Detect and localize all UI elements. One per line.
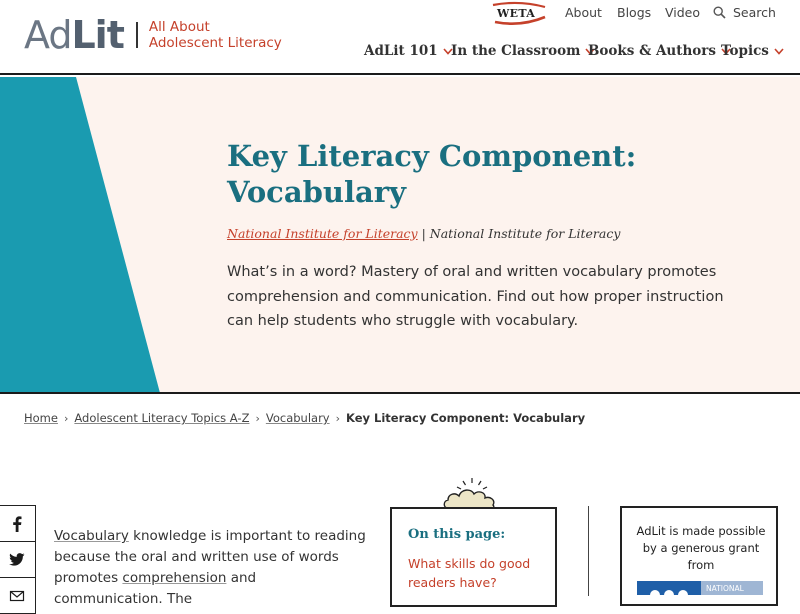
page-title-line-1: Key Literacy Component:: [227, 139, 637, 173]
source-link[interactable]: National Institute for Literacy: [227, 226, 418, 241]
utility-nav-about[interactable]: About: [565, 5, 602, 20]
twitter-icon: [9, 553, 25, 566]
logo-tagline: [149, 19, 282, 51]
main-nav-topics[interactable]: [721, 43, 784, 59]
chevron-down-icon: [774, 48, 784, 55]
logo-ad: Ad: [24, 13, 72, 57]
article-summary: What’s in a word? Mastery of oral and written vocabulary promotes comprehension and communication. Find out how proper instruction can help students who struggle with vocabulary.: [227, 264, 724, 329]
glossary-term-vocabulary[interactable]: Vocabulary: [54, 528, 129, 544]
source-separator: |: [417, 226, 430, 241]
main-nav-in-the-classroom[interactable]: [451, 43, 595, 59]
main-nav-label: In the Classroom: [451, 43, 581, 59]
utility-nav-video[interactable]: Video: [665, 5, 701, 20]
source-organization: National Institute for Literacy: [429, 226, 621, 241]
weta-logo[interactable]: [491, 3, 547, 25]
breadcrumb: [24, 411, 585, 425]
hero-divider: [0, 392, 800, 394]
share-email-button[interactable]: [0, 577, 36, 614]
breadcrumb-vocabulary[interactable]: Vocabulary: [265, 411, 330, 425]
main-nav-label: Topics: [721, 43, 769, 59]
glossary-term-comprehension[interactable]: comprehension: [122, 570, 227, 586]
hero-teal-shape: [0, 77, 170, 393]
article-paragraph: [54, 526, 366, 610]
page-title-line-2: Vocabulary: [227, 175, 406, 209]
weta-logo-text: WETA: [497, 7, 536, 20]
on-this-page-title: On this page:: [408, 527, 506, 542]
share-facebook-button[interactable]: [0, 505, 36, 542]
sponsor-text: AdLit is made possible by a generous grant from: [636, 524, 766, 572]
search-button[interactable]: [713, 5, 776, 20]
main-nav-label: Books & Authors: [588, 43, 717, 59]
email-icon: [10, 591, 24, 601]
tagline-line-2: Adolescent Literacy: [148, 35, 282, 51]
main-nav-adlit-101[interactable]: [364, 43, 453, 59]
sponsor-logo-text: NATIONAL: [706, 584, 744, 593]
chevron-right-icon: ›: [335, 411, 341, 425]
main-nav-books-authors[interactable]: [588, 43, 731, 59]
article-source: [227, 226, 620, 241]
sponsor-logo[interactable]: [637, 580, 763, 594]
utility-nav-blogs[interactable]: Blogs: [617, 5, 652, 20]
logo-lit: Lit: [71, 13, 124, 57]
site-header: [0, 0, 800, 75]
page-title: [227, 138, 747, 210]
share-twitter-button[interactable]: [0, 541, 36, 578]
main-nav-label: AdLit 101: [364, 43, 438, 59]
search-icon: [713, 6, 726, 19]
logo-divider: [136, 22, 138, 48]
breadcrumb-home[interactable]: Home: [24, 411, 58, 425]
cloud-icon: [440, 476, 502, 510]
facebook-icon: [12, 516, 22, 532]
sponsor-box: [620, 506, 778, 606]
chevron-right-icon: ›: [255, 411, 260, 425]
breadcrumb-current: Key Literacy Component: Vocabulary: [346, 411, 586, 425]
tagline-line-1: All About: [148, 19, 210, 35]
search-label: Search: [733, 5, 776, 20]
sidebar-divider: [588, 506, 589, 596]
on-this-page-box: [390, 507, 557, 607]
chevron-right-icon: ›: [63, 411, 69, 425]
sponsor-logo-graphic: [637, 581, 763, 595]
adlit-logo[interactable]: [24, 12, 282, 58]
article-text: knowledge is important to reading because the oral and written use of words promotes: [54, 528, 366, 586]
on-this-page-link[interactable]: What skills do good readers have?: [408, 556, 531, 590]
article-text: and communication. The: [54, 570, 257, 607]
breadcrumb-topics-a-z[interactable]: Adolescent Literacy Topics A-Z: [74, 411, 250, 425]
